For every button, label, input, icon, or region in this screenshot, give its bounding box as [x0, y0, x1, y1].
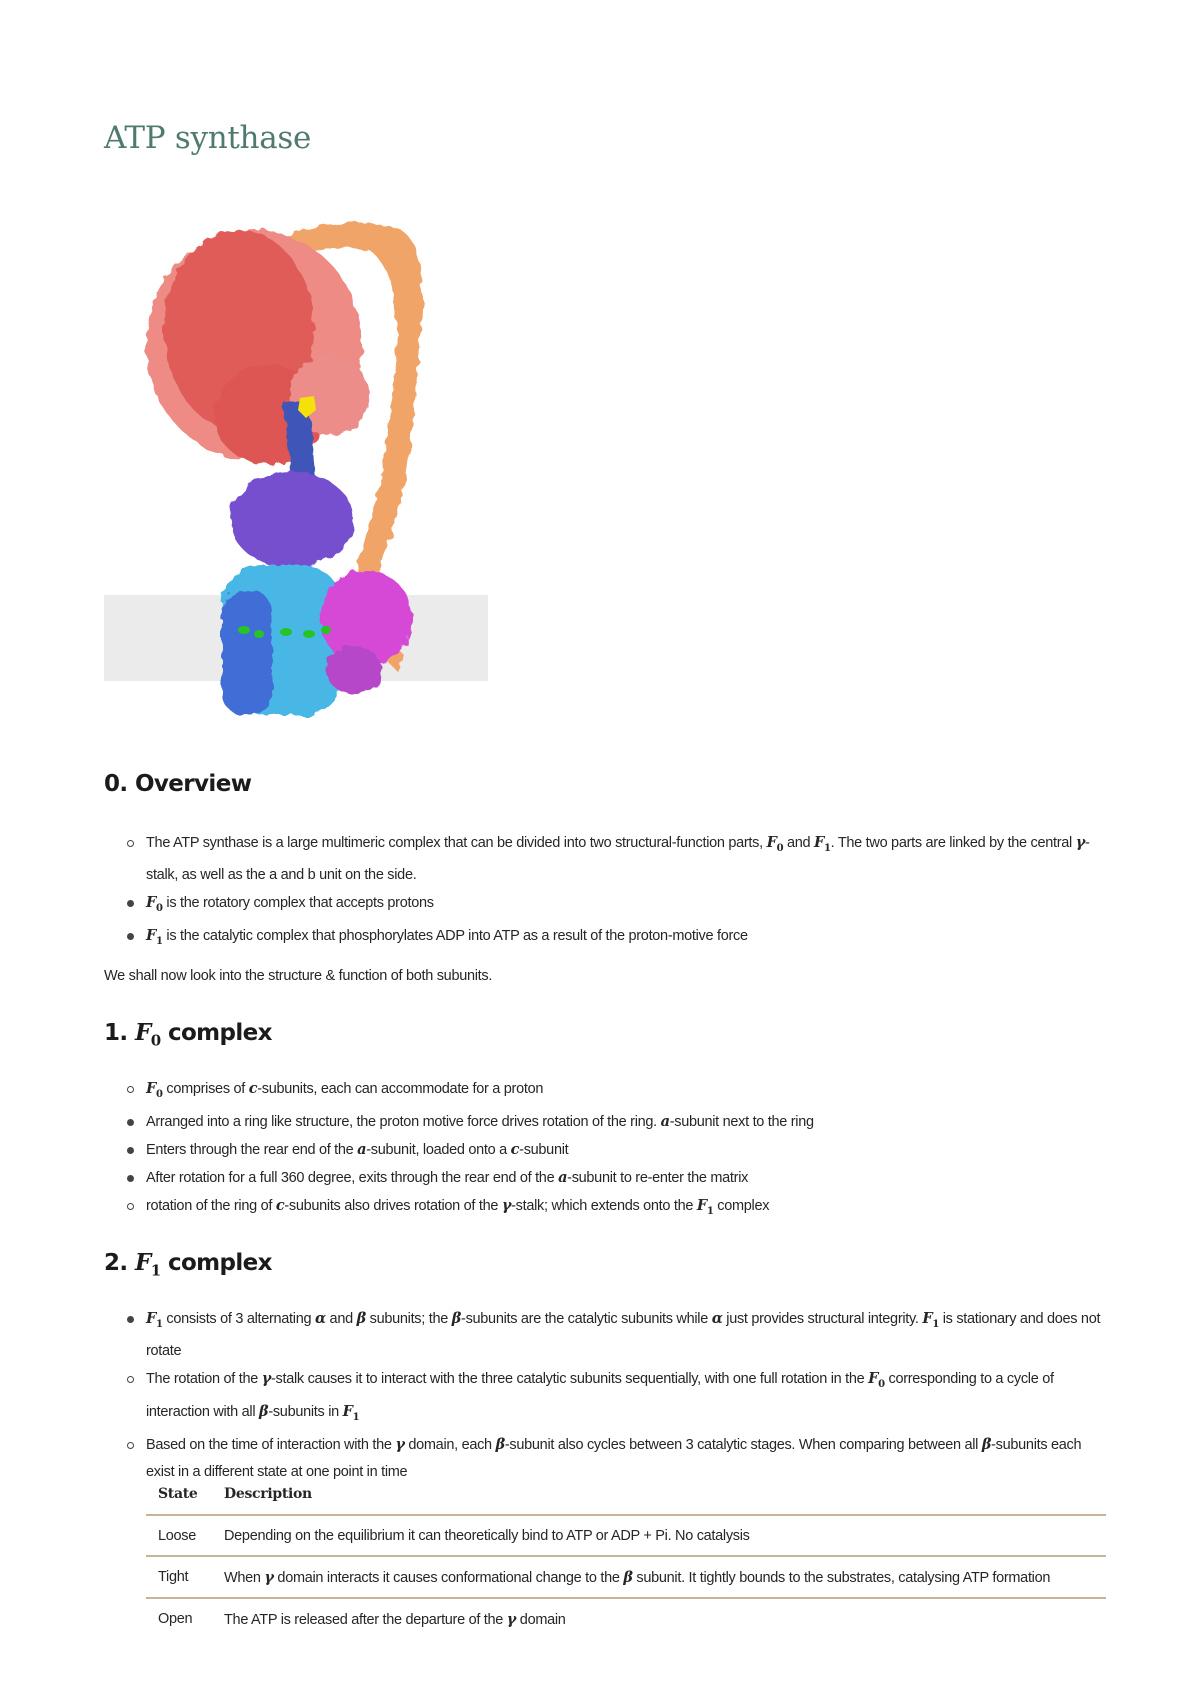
section-heading-f0: 1. $F_0$ complex	[104, 1019, 272, 1050]
bullet-icon	[127, 1119, 134, 1126]
bullet-icon	[127, 1442, 134, 1449]
list-item: $F_0$ is the rotatory complex that accepts protons	[104, 889, 1104, 922]
table-row	[146, 1515, 1106, 1556]
bullet-icon	[127, 840, 134, 847]
description-cell: Depending on the equilibrium it can theoretically bind to ATP or ADP + Pi. No catalysis	[212, 1515, 1106, 1556]
f0-list	[104, 1075, 1104, 1225]
overview-closing-paragraph: We shall now look into the structure & function of both subunits.	[104, 968, 493, 984]
atp-synthase-figure	[104, 210, 488, 720]
list-item: $F_1$ consists of 3 alternating α and β subunits; the β-subunits are the catalytic subunits while α just provides structural integrity. $F_1$ is stationary and does not rotate	[104, 1305, 1104, 1365]
list-item: The ATP synthase is a large multimeric complex that can be divided into two structural-function parts, $F_0$ and $F_1$. The two parts are linked by the central γ-stalk, as well as the a and b unit on the side.	[104, 829, 1104, 889]
section-heading-f1: 2. $F_1$ complex	[104, 1249, 272, 1280]
atp-synthase-illustration	[104, 210, 488, 720]
bullet-icon	[127, 1147, 134, 1154]
bullet-icon	[127, 1175, 134, 1182]
bullet-icon	[127, 1316, 134, 1323]
page-title: ATP synthase	[104, 120, 312, 156]
state-cell: Tight	[146, 1556, 212, 1598]
list-item: The rotation of the γ-stalk causes it to interact with the three catalytic subunits sequentially, with one full rotation in the $F_0$ corresponding to a cycle of interaction with all β-subunits in $F_1$	[104, 1365, 1104, 1431]
description-cell: The ATP is released after the departure of the γ domain	[224, 1611, 566, 1628]
table-header-row	[146, 1478, 1106, 1515]
bullet-icon	[127, 933, 134, 940]
bullet-icon	[127, 1376, 134, 1383]
section-heading-overview: 0. Overview	[104, 771, 252, 797]
list-item: Based on the time of interaction with the γ domain, each β-subunit also cycles between 3 catalytic stages. When comparing between all β-subunits each exist in a different state at one point in time	[104, 1431, 1104, 1486]
table-header-description: Description	[212, 1478, 1106, 1515]
table-row	[146, 1556, 1106, 1598]
list-item: $F_0$ comprises of c-subunits, each can accommodate for a proton	[104, 1075, 1104, 1108]
state-cell: Loose	[146, 1515, 212, 1556]
list-item: $F_1$ is the catalytic complex that phosphorylates ADP into ATP as a result of the proton-motive force	[104, 922, 1104, 955]
bullet-icon	[127, 900, 134, 907]
overview-list	[104, 829, 1104, 955]
table-row	[146, 1598, 1106, 1639]
purple-domain	[230, 472, 354, 568]
description-cell: When γ domain interacts it causes conformational change to the β subunit. It tightly bounds to the substrates, catalysing ATP formation	[212, 1556, 1106, 1598]
state-cell: Open	[158, 1611, 193, 1627]
catalytic-states-table	[146, 1478, 1106, 1639]
f1-list	[104, 1305, 1104, 1486]
table-header-state: State	[146, 1478, 212, 1515]
list-item: rotation of the ring of c-subunits also drives rotation of the γ-stalk; which extends onto the $F_1$ complex	[104, 1192, 1104, 1225]
list-item: After rotation for a full 360 degree, exits through the rear end of the a-subunit to re-enter the matrix	[104, 1164, 1104, 1192]
list-item: Enters through the rear end of the a-subunit, loaded onto a c-subunit	[104, 1136, 1104, 1164]
bullet-icon	[127, 1203, 134, 1210]
bullet-icon	[127, 1086, 134, 1093]
list-item: Arranged into a ring like structure, the proton motive force drives rotation of the ring. a-subunit next to the ring	[104, 1108, 1104, 1136]
